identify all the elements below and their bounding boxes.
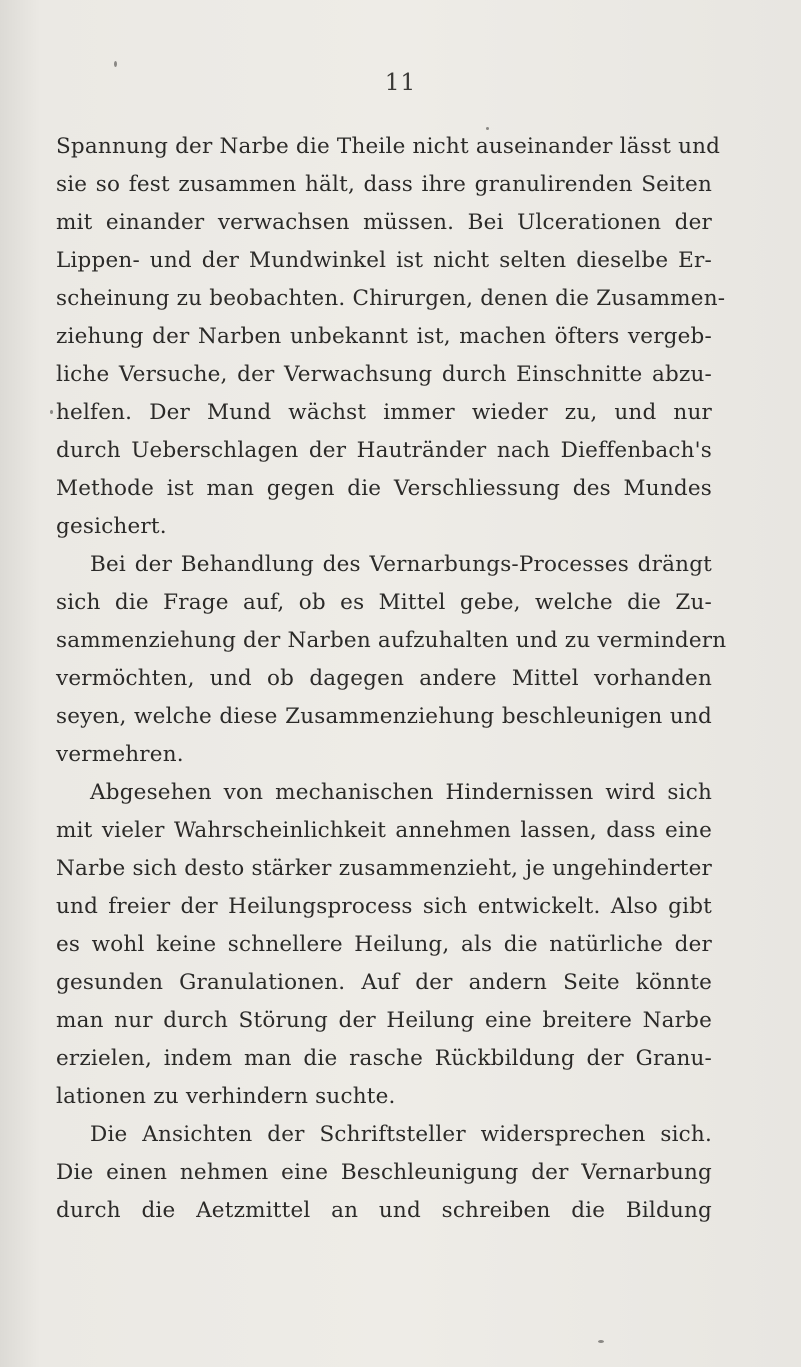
paper-speck [486,127,489,130]
text-line: Methode ist man gegen die Verschliessung des Mundes [56,476,712,501]
text-line: lationen zu verhindern suchte. [56,1084,396,1109]
text-line: sich die Frage auf, ob es Mittel gebe, welche die Zu- [56,590,712,615]
text-line: Abgesehen von mechanischen Hindernissen wird sich [90,780,712,805]
text-line: durch Ueberschlagen der Hautränder nach Dieffenbach's [56,438,712,463]
text-line: Die Ansichten der Schriftsteller widersprechen sich. [90,1122,712,1147]
text-line: vermöchten, und ob dagegen andere Mittel vorhanden [56,666,712,691]
text-line: Spannung der Narbe die Theile nicht auseinander lässt und [56,134,721,159]
paper-speck [114,61,117,67]
paper-speck [50,410,53,414]
text-line: Die einen nehmen eine Beschleunigung der Vernarbung [56,1160,712,1185]
text-line: man nur durch Störung der Heilung eine breitere Narbe [56,1008,712,1033]
text-line: erzielen, indem man die rasche Rückbildung der Granu- [56,1046,712,1071]
text-line: liche Versuche, der Verwachsung durch Einschnitte abzu- [56,362,712,387]
text-line: vermehren. [56,742,184,767]
text-line: gesunden Granulationen. Auf der andern Seite könnte [56,970,712,995]
text-line: sammenziehung der Narben aufzuhalten und zu vermindern [56,628,727,653]
text-line: sie so fest zusammen hält, dass ihre granulirenden Seiten [56,172,712,197]
page-number: 11 [384,70,417,96]
text-line: mit einander verwachsen müssen. Bei Ulcerationen der [56,210,712,235]
paper-speck [598,1340,604,1343]
body-text [56,128,727,1230]
text-line: und freier der Heilungsprocess sich entwickelt. Also gibt [56,894,712,919]
text-line: Lippen- und der Mundwinkel ist nicht selten dieselbe Er- [56,248,712,273]
text-line: Narbe sich desto stärker zusammenzieht, je ungehinderter [56,856,712,881]
text-line: durch die Aetzmittel an und schreiben die Bildung [56,1198,712,1223]
text-line: gesichert. [56,514,167,539]
text-line: helfen. Der Mund wächst immer wieder zu, und nur [56,400,712,425]
text-line: mit vieler Wahrscheinlichkeit annehmen lassen, dass eine [56,818,712,843]
text-line: Bei der Behandlung des Vernarbungs-Processes drängt [90,552,712,577]
text-line: scheinung zu beobachten. Chirurgen, denen die Zusammen- [56,286,726,311]
text-line: ziehung der Narben unbekannt ist, machen öfters vergeb- [56,324,712,349]
text-line: es wohl keine schnellere Heilung, als die natürliche der [56,932,712,957]
text-line: seyen, welche diese Zusammenziehung beschleunigen und [56,704,712,729]
